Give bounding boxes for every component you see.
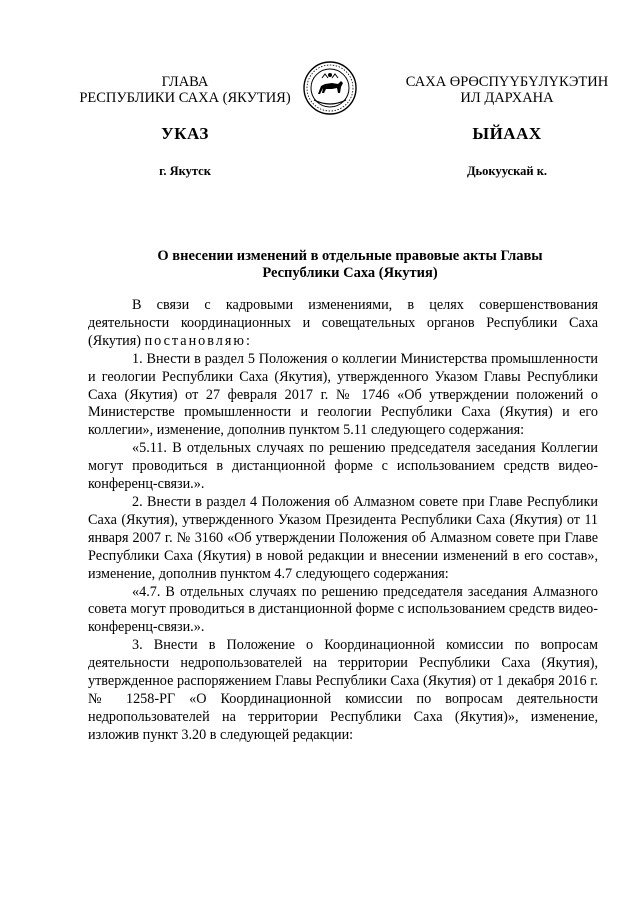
clause-1: 1. Внести в раздел 5 Положения о коллегии Министерства промышленности и геологии Республики Саха (Якутия), утвержденного Указом Главы Республики Саха (Якутия) от 27 февраля 2017 г. № 1746 «Об утверждении положений о Министерстве промышленности и геологии Республики Саха (Якутия) и его коллегии», изменение, дополнив пунктом 5.11 следующего содержания:	[88, 350, 598, 439]
decree-title-line1: О внесении изменений в отдельные правовые акты Главы	[157, 248, 543, 264]
issuer-sakha-line1: САХА ӨРӨСПҮҮБҮЛҮКЭТИН	[405, 74, 609, 90]
decree-body	[88, 297, 598, 745]
decree-word: постановляю:	[144, 332, 252, 349]
intro-paragraph	[88, 297, 598, 351]
clause-3: 3. Внести в Положение о Координационной комиссии по вопросам деятельности недропользователей на территории Республики Саха (Якутия), утвержденное распоряжением Главы Республики Саха (Якутия) от 1 декабря 2016 г. № 1258-РГ «О Координационной комиссии по вопросам деятельности недропользователей на территории Республики Саха (Якутия)», изменение, изложив пункт 3.20 в следующей редакции:	[88, 637, 598, 743]
clause-2-quote: «4.7. В отдельных случаях по решению председателя заседания Алмазного совета могут проводиться в дистанционной форме с использованием средств видео-конференц-связи.».	[88, 583, 598, 636]
issuer-ru-line1: ГЛАВА	[161, 74, 209, 90]
city-sakha: Дьокуускай к.	[466, 164, 548, 178]
issuer-sakha-line2: ИЛ ДАРХАНА	[460, 90, 554, 106]
city-ru: г. Якутск	[159, 164, 211, 178]
doc-type-ru: УКАЗ	[161, 124, 209, 143]
issuer-ru-line2: РЕСПУБЛИКИ САХА (ЯКУТИЯ)	[79, 90, 291, 106]
issuer-sakha	[382, 74, 632, 106]
doc-type-sakha: ЫЙААХ	[472, 124, 542, 143]
decree-title-line2: Республики Саха (Якутия)	[262, 265, 438, 281]
issuer-ru	[70, 74, 300, 106]
intro-text: В связи с кадровыми изменениями, в целях совершенствования деятельности координационных и совещательных органов Республики Саха (Якутия)	[88, 297, 598, 349]
clause-2: 2. Внести в раздел 4 Положения об Алмазном совете при Главе Республики Саха (Якутия), утвержденного Указом Президента Республики Саха (Якутия) от 11 января 2007 г. № 3160 «Об утверждении Положения об Алмазном совете при Главе Республики Саха (Якутия) в новой редакции и внесении изменений в его состав», изменение, дополнив пунктом 4.7 следующего содержания:	[88, 493, 598, 582]
clause-1-quote: «5.11. В отдельных случаях по решению председателя заседания Коллегии могут проводиться в дистанционной форме с использованием средств видео-конференц-связи.».	[88, 440, 598, 493]
coat-of-arms-emblem-icon	[302, 60, 358, 116]
decree-title	[100, 248, 600, 282]
